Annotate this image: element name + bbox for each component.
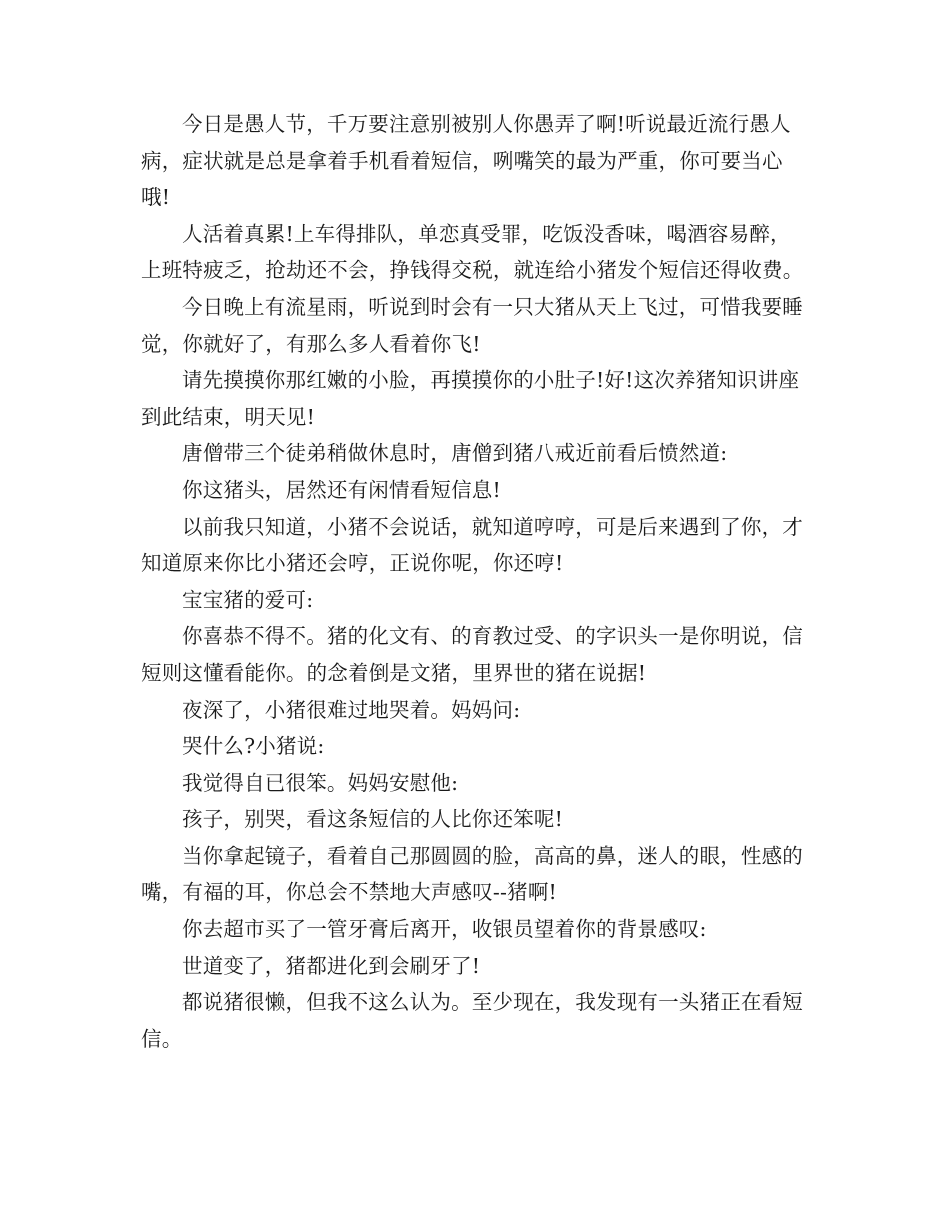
paragraph: 你这猪头，居然还有闲情看短信息! bbox=[182, 477, 501, 502]
paragraph: 当你拿起镜子，看着自己那圆圆的脸，高高的鼻，迷人的眼，性感的嘴，有福的耳，你总会不禁地大声感叹--猪啊! bbox=[141, 843, 803, 905]
paragraph: 哭什么?小猪说: bbox=[182, 734, 325, 759]
paragraph: 你喜恭不得不。猪的化文有、的育教过受、的字识头一是你明说，信短则这懂看能你。的念着倒是文猪，里界世的猪在说据! bbox=[141, 624, 803, 685]
document-body bbox=[141, 106, 811, 1057]
paragraph: 夜深了，小猪很难过地哭着。妈妈问: bbox=[182, 697, 521, 722]
paragraph: 你去超市买了一管牙膏后离开，收银员望着你的背景感叹: bbox=[182, 917, 707, 942]
paragraph: 请先摸摸你那红嫩的小脸，再摸摸你的小肚子!好!这次养猪知识讲座到此结束，明天见! bbox=[141, 368, 800, 429]
paragraph: 人活着真累!上车得排队，单恋真受罪，吃饭没香味，喝酒容易醉，上班特疲乏，抢劫还不会，挣钱得交税，就连给小猪发个短信还得收费。 bbox=[141, 221, 804, 283]
paragraph: 孩子，别哭，看这条短信的人比你还笨呢! bbox=[182, 807, 564, 832]
paragraph: 今日晚上有流星雨，听说到时会有一只大猪从天上飞过，可惜我要睡觉，你就好了，有那么多人看着你飞! bbox=[141, 294, 803, 356]
paragraph: 以前我只知道，小猪不会说话，就知道哼哼，可是后来遇到了你，才知道原来你比小猪还会哼，正说你呢，你还哼! bbox=[141, 514, 803, 576]
paragraph: 世道变了，猪都进化到会刷牙了! bbox=[182, 953, 481, 978]
paragraph: 今日是愚人节，千万要注意别被别人你愚弄了啊!听说最近流行愚人病，症状就是总是拿着手机看着短信，咧嘴笑的最为严重，你可要当心哦! bbox=[141, 112, 791, 210]
paragraph: 都说猪很懒，但我不这么认为。至少现在，我发现有一头猪正在看短信。 bbox=[141, 990, 803, 1051]
paragraph: 宝宝猪的爱可: bbox=[182, 587, 314, 612]
paragraph: 我觉得自已很笨。妈妈安慰他: bbox=[182, 770, 459, 795]
paragraph: 唐僧带三个徒弟稍做休息时，唐僧到猪八戒近前看后愤然道: bbox=[182, 441, 728, 466]
